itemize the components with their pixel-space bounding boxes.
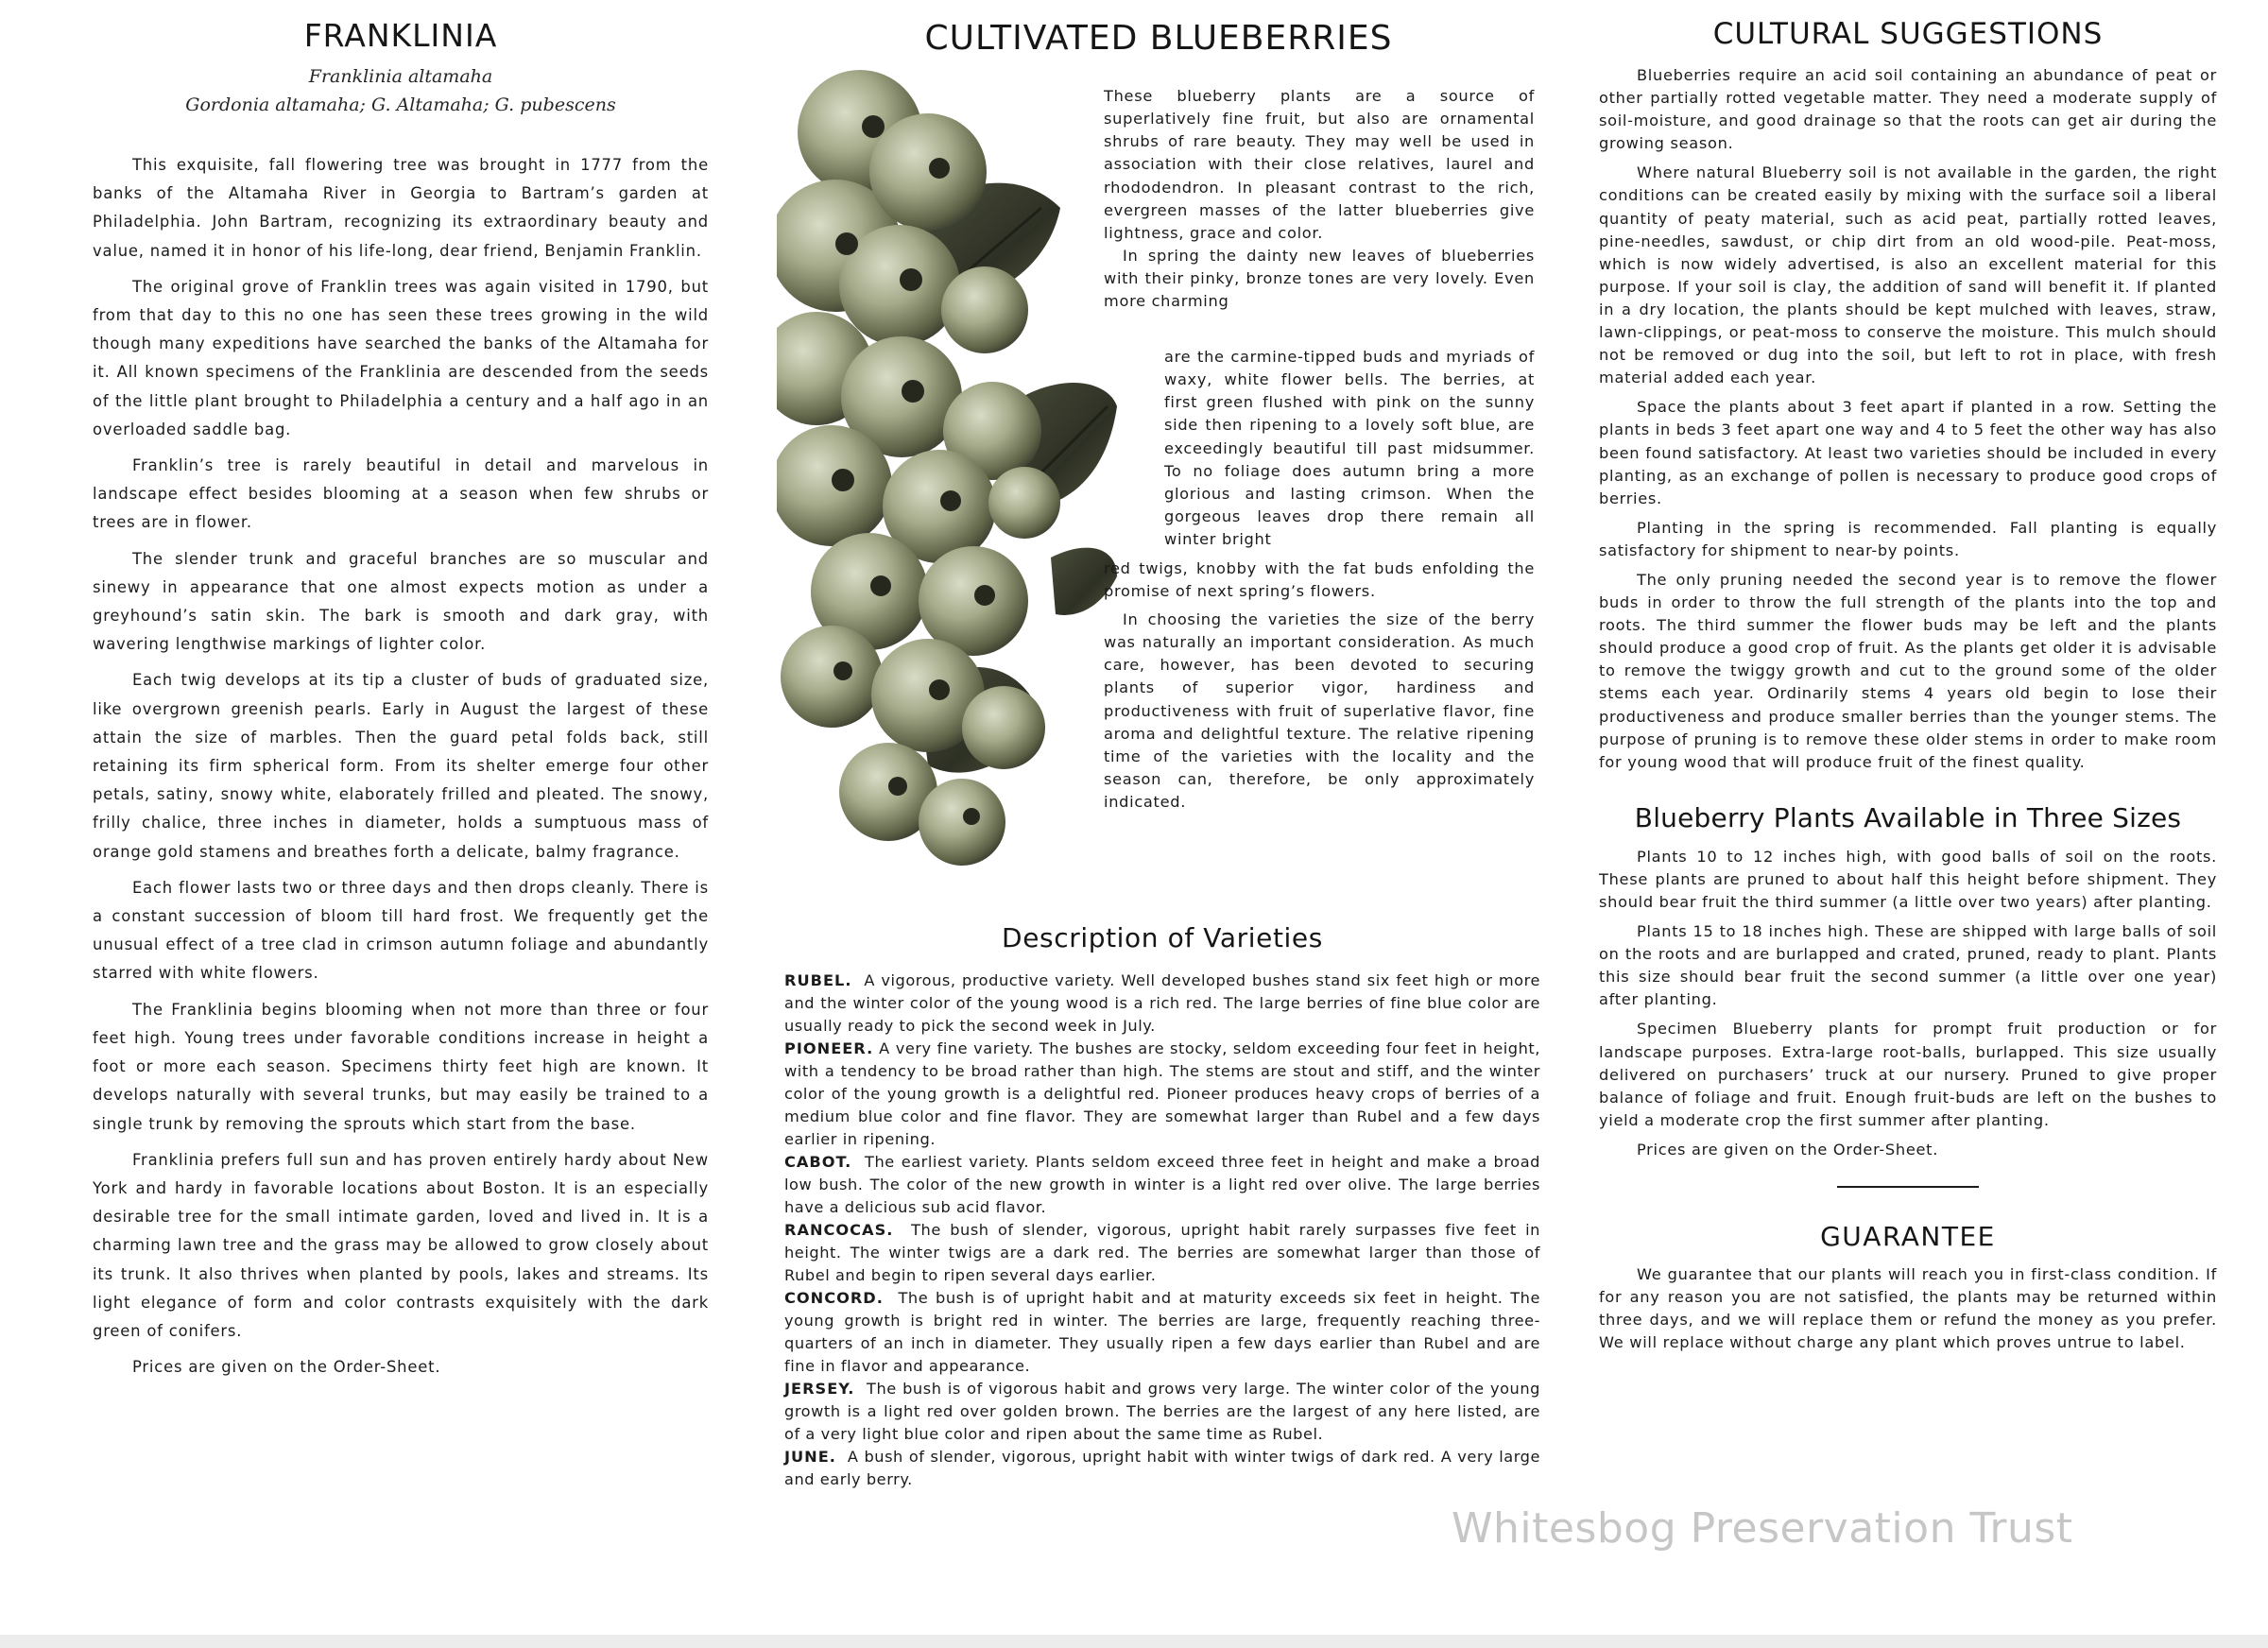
cultural-column xyxy=(1599,15,2217,1361)
twigs-text: red twigs, knobby with the fat buds enfolding the promise of next spring’s flowers. xyxy=(1104,559,1535,601)
blueberry-cluster-illustration xyxy=(777,66,1117,888)
variety-name: JERSEY. xyxy=(784,1380,855,1398)
blueberries-spring-text: are the carmine-tipped buds and myriads of waxy, white flower bells. The berries, at first green flushed with pink on the sunny side then ripening to a lovely soft blue, are exceedingly beautiful till past midsummer. To no foliage does autumn bring a more glorious and lasting crimson. When the gorgeous leaves drop there remain all winter bright xyxy=(1164,348,1535,548)
cultural-paragraph: Space the plants about 3 feet apart if planted in a row. Setting the plants in beds 3 feet apart one way and 4 to 5 feet the other way has also been found satisfactory. At least two varieties should be included in every planting, as an exchange of pollen is necessary to produce good crops of berries. xyxy=(1599,398,2218,507)
variety-text: The bush of slender, vigorous, upright habit rarely surpasses five feet in height. The winter twigs are a dark red. The berries are somewhat larger than those of Rubel and begin to ripen several days earlier. xyxy=(784,1221,1540,1284)
variety-item xyxy=(784,1151,1540,1219)
blueberry-photo xyxy=(777,66,1117,888)
variety-name: RUBEL. xyxy=(784,971,852,989)
blueberries-title: CULTIVATED BLUEBERRIES xyxy=(924,19,1393,58)
watermark: Whitesbog Preservation Trust xyxy=(1452,1504,2073,1553)
varieties-section xyxy=(784,920,1540,1491)
franklinia-paragraph: Each twig develops at its tip a cluster of buds of graduated size, like overgrown greenish pearls. Early in August the largest of these attain the size of marbles. Then the guard petal folds back, still retaining its firm spherical form. From its shelter emerge four other petals, satiny, snowy white, elaborately frilled and pleated. The snowy, frilly chalice, three inches in diameter, holds a sumptuous mass of orange gold stamens and breathes forth a delicate, balmy fragrance. xyxy=(93,671,709,861)
intro-text-a: These blueberry plants are a source of superlatively fine fruit, but also are ornamental shrubs of rare beauty. They may well be used in association with their close relatives, laurel and rhododendron. In pleasant contrast to the rich, evergreen masses of the latter blueberries give lightness, grace and color. xyxy=(1104,87,1535,242)
sizes-paragraph: Specimen Blueberry plants for prompt fruit production or for landscape purposes. Extra-large root-balls, burlapped. This size usually delivered on purchasers’ truck at our nursery. Pruned to give proper balance of foliage and fruit. Enough fruit-buds are left on the bushes to yield a moderate crop the first summer after planting. xyxy=(1599,1020,2217,1129)
variety-item xyxy=(784,1219,1540,1287)
sizes-prices-note: Prices are given on the Order-Sheet. xyxy=(1637,1140,1939,1159)
cultural-paragraph: Blueberries require an acid soil containing an abundance of peat or other partially rotted vegetable matter. They need a moderate supply of soil-moisture, and good drainage so that the roots can get air during the growing season. xyxy=(1599,66,2217,153)
franklinia-title: FRANKLINIA xyxy=(303,17,498,54)
variety-item xyxy=(784,1038,1540,1151)
blueberries-column xyxy=(777,15,1540,1488)
botanical-name: Franklinia altamaha xyxy=(308,66,493,87)
cultural-paragraph: The only pruning needed the second year is to remove the flower buds in order to throw the full strength of the plants into the top and roots. The third summer the flower buds may be left and the plants should produce a good crop of fruit. As the plants get older it is advisable to remove the twiggy growth and cut to the ground some of the older stems each year. Ordinarily stems 4 years old begin to lose their productiveness and produce smaller berries than the younger stems. The purpose of pruning is to remove these older stems in order to make room for young wood that will produce fruit of the finest quality. xyxy=(1599,570,2217,771)
blueberries-continued xyxy=(1104,558,1535,814)
cultural-paragraph: Where natural Blueberry soil is not available in the garden, the right conditions can be created easily by mixing with the surface soil a liberal quantity of peaty material, such as acid peat, partially rotted leaves, pine-needles, sawdust, or chip dirt from an old wood-pile. Peat-moss, which is now widely advertised, is also an excellent material for this purpose. If your soil is clay, the addition of sand will benefit it. If planted in a dry location, the plants should be kept mulched with leaves, straw, lawn-clippings, or peat-moss to conserve the moisture. This mulch should not be removed or dug into the soil, but left to rot in place, with fresh material added each year. xyxy=(1599,163,2217,387)
variety-item xyxy=(784,1287,1540,1378)
variety-text: The bush is of vigorous habit and grows very large. The winter color of the young growth is a light red over golden brown. The berries are the largest of any here listed, are of a very light blue color and ripen about the same time as Rubel. xyxy=(784,1380,1540,1443)
variety-name: JUNE. xyxy=(784,1448,836,1466)
franklinia-paragraph: The original grove of Franklin trees was again visited in 1790, but from that day to this no one has seen these trees growing in the wild though many expeditions have searched the banks of the Altamaha for it. All known specimens of the Franklinia are descended from the seeds of the little plant brought to Philadelphia a century and a half ago in an overloaded saddle bag. xyxy=(93,277,709,438)
variety-name: CABOT. xyxy=(784,1153,852,1171)
variety-text: The bush is of upright habit and at maturity exceeds six feet in height. The young growth is bright red in winter. The berries are large, frequently reaching three-quarters of an inch in diameter. They usually ripen a few days earlier than Rubel and are fine in flavor and appearance. xyxy=(784,1289,1540,1375)
franklinia-column xyxy=(93,15,709,1389)
franklinia-prices-note: Prices are given on the Order-Sheet. xyxy=(132,1358,441,1377)
variety-item xyxy=(784,1378,1540,1446)
guarantee-text: We guarantee that our plants will reach you in first-class condition. If for any reason you are not satisfied, the plants may be returned within three days, and we will replace them or refund the money as you prefer. We will replace without charge any plant which proves untrue to label. xyxy=(1599,1265,2217,1352)
franklinia-paragraph: Franklin’s tree is rarely beautiful in detail and marvelous in landscape effect besides blooming at a season when few shrubs or trees are in flower. xyxy=(93,456,709,532)
franklinia-paragraph: Each flower lasts two or three days and then drops cleanly. There is a constant succession of bloom till hard frost. We frequently get the unusual effect of a tree clad in crimson autumn foliage and abundantly starred with white flowers. xyxy=(93,878,709,983)
variety-name: CONCORD. xyxy=(784,1289,884,1307)
variety-name: PIONEER. xyxy=(784,1039,874,1057)
variety-text: A bush of slender, vigorous, upright habit with winter twigs of dark red. A very large and early berry. xyxy=(784,1448,1540,1488)
cultural-title: CULTURAL SUGGESTIONS xyxy=(1712,17,2104,51)
franklinia-paragraph: Franklinia prefers full sun and has proven entirely hardy about New York and hardy in favorable locations about Boston. It is an especially desirable tree for the small intimate garden, loved and lived in. It is a charming lawn tree and the grass may be allowed to grow closely about its trunk. It also thrives when planted by pools, lakes and streams. Its light elegance of form and color contrasts exquisitely with the dark green of conifers. xyxy=(93,1150,709,1340)
sizes-title: Blueberry Plants Available in Three Sizes xyxy=(1634,801,2182,833)
varieties-title: Description of Varieties xyxy=(1002,922,1323,953)
sizes-paragraph: Plants 10 to 12 inches high, with good balls of soil on the roots. These plants are pruned to about half this height before shipment. They should bear fruit the third summer (a little over two years) after planting. xyxy=(1599,847,2217,911)
guarantee-title: GUARANTEE xyxy=(1820,1221,1996,1253)
variety-item xyxy=(784,1446,1540,1491)
botanical-synonyms: Gordonia altamaha; G. Altamaha; G. pubescens xyxy=(185,94,616,115)
page-edge xyxy=(0,1635,2268,1648)
blueberries-intro xyxy=(1104,85,1535,313)
variety-text: The earliest variety. Plants seldom exceed three feet in height and make a broad low bush. The color of the new growth in winter is a light red over olive. The large berries have a delicious sub acid flavor. xyxy=(784,1153,1540,1216)
choosing-text: In choosing the varieties the size of the berry was naturally an important consideration. As much care, however, has been devoted to securing plants of superior vigor, hardiness and productiveness with fruit of superlative flavor, fine aroma and delightful texture. The relative ripening time of the varieties with the locality and the season can, therefore, be only approximately indicated. xyxy=(1104,610,1535,811)
franklinia-paragraph: The Franklinia begins blooming when not more than three or four feet high. Young trees under favorable conditions increase in height a foot or more each season. Specimens thirty feet high are known. It develops naturally with several trunks, but may easily be trained to a single trunk by removing the sprouts which start from the base. xyxy=(93,1000,709,1133)
franklinia-paragraph: The slender trunk and graceful branches are so muscular and sinewy in appearance that one almost expects motion as under a greyhound’s satin skin. The bark is smooth and dark gray, with wavering lengthwise markings of lighter color. xyxy=(93,549,709,654)
variety-name: RANCOCAS. xyxy=(784,1221,894,1239)
cultural-paragraph: Planting in the spring is recommended. Fall planting is equally satisfactory for shipment to near-by points. xyxy=(1599,518,2217,559)
intro-text-spring: In spring the dainty new leaves of blueberries with their pinky, bronze tones are very lovely. Even more charming xyxy=(1104,246,1535,311)
variety-text: A vigorous, productive variety. Well developed bushes stand six feet high or more and the winter color of the young wood is a rich red. The large berries of fine blue color are usually ready to pick the second week in July. xyxy=(784,971,1540,1035)
variety-item xyxy=(784,970,1540,1038)
section-divider xyxy=(1837,1186,1979,1188)
franklinia-paragraph: This exquisite, fall flowering tree was brought in 1777 from the banks of the Altamaha River in Georgia to Bartram’s garden at Philadelphia. John Bartram, recognizing its extraordinary beauty and value, named it in honor of his life-long, dear friend, Benjamin Franklin. xyxy=(93,156,709,260)
variety-text: A very fine variety. The bushes are stocky, seldom exceeding four feet in height, with a tendency to be broad rather than high. The stems are stout and stiff, and the winter color of the young growth is a delightful red. Pioneer produces heavy crops of berries of a medium blue color and fine flavor. They are somewhat larger than Rubel and a few days earlier in ripening. xyxy=(784,1039,1540,1148)
sizes-paragraph: Plants 15 to 18 inches high. These are shipped with large balls of soil on the roots and are burlapped and crated, pruned, ready to plant. Plants this size should bear fruit the second summer (a little over one year) after planting. xyxy=(1599,922,2217,1009)
